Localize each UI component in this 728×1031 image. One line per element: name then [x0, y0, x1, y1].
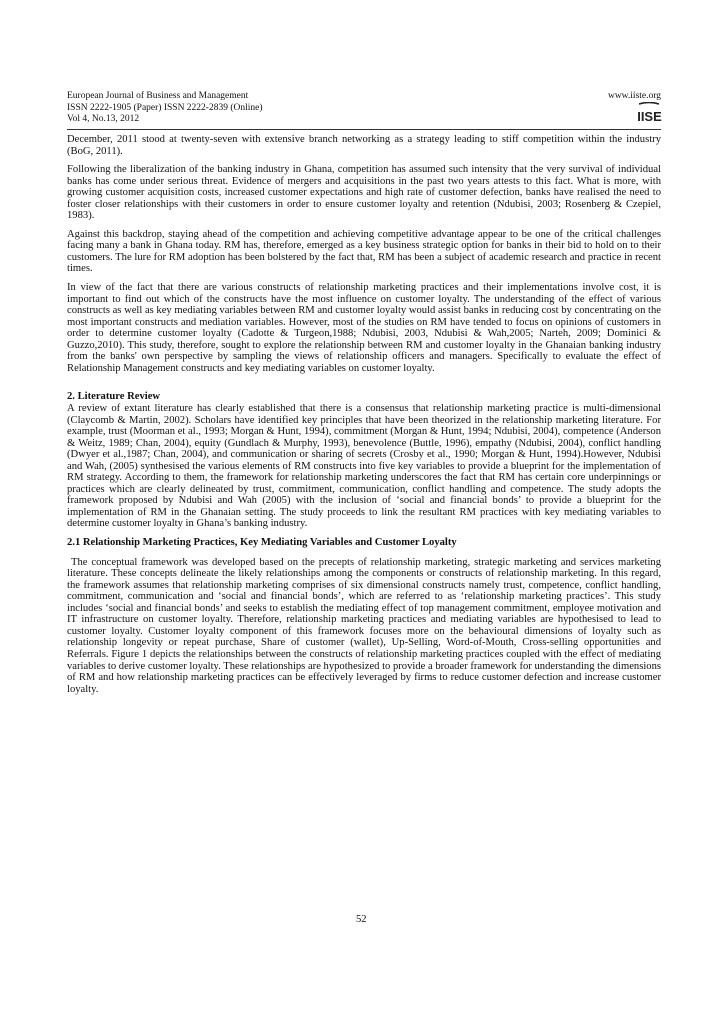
volume-line: Vol 4, No.13, 2012 [67, 114, 140, 125]
paragraph-3: Against this backdrop, staying ahead of the competition and achieving competitive advantage appear to be one of the critical challenges facing many a bank in Ghana today. RM has, therefore, emerged as a key business strategic option for banks in their bid to hold on to their customers. The lure for RM adoption has been bolstered by the fact that, RM has been a subject of academic research and practice in recent times. [67, 228, 661, 275]
section-2-heading: 2. Literature Review [67, 391, 161, 403]
section-2-1-text: The conceptual framework was developed based on the precepts of relationship marketing, strategic marketing and services marketing literature. These concepts delineate the likely relationships among the components or constructs of relationship marketing. In this regard, the framework assumes that relationship marketing comprises of six dimensional constructs namely trust, competence, conflict handling, commitment, communication and ‘social and financial bonds’, which are referred to as ‘relationship marketing practices’. This study includes ‘social and financial bonds’ and seeks to establish the mediating effect of top management commitment, employee motivation and IT infrastructure on customer loyalty. Therefore, relationship marketing practices and mediating variables are hypothesised to lead to customer loyalty. Customer loyalty component of this framework focuses more on the behavioural dimensions of loyalty such as relationship longevity or repeat purchase, Share of customer (wallet), Up-Selling, Word-of-Mouth, Cross-selling opportunities and Referrals. Figure 1 depicts the relationships between the constructs of relationship marketing practices coupled with the effect of mediating variables to derive customer loyalty. These relationships are hypothesized to provide a broader framework for understanding the dimensions of RM and how relationship marketing practices can be effectively leveraged by firms to reduce customer defection and increase customer loyalty. [67, 556, 661, 695]
journal-url: www.iiste.org [607, 91, 661, 101]
page-number: 52 [356, 914, 367, 925]
header-rule [67, 129, 661, 130]
logo-text: IISE [637, 109, 662, 123]
paragraph-1: December, 2011 stood at twenty-seven with extensive branch networking as a strategy leading to stiff competition within the industry (BoG, 2011). [67, 134, 661, 157]
paragraph-2: Following the liberalization of the banking industry in Ghana, competition has assumed such intensity that the very survival of individual banks has come under serious threat. Evidence of mergers and acquisitions in the past two years attests to this fact. What is more, with growing customer acquisition costs, increased customer expectations and high rate of customer defection, banks have realised the need to foster closer relationships with their customers in order to ensure customer loyalty and retention (Ndubisi, 2003; Rosenberg & Czepiel, 1983). [67, 164, 661, 222]
section-2-1-heading: 2.1 Relationship Marketing Practices, Key Mediating Variables and Customer Loyalty [67, 537, 457, 548]
journal-name: European Journal of Business and Management [67, 91, 249, 101]
iiste-logo [637, 102, 662, 123]
section-2-text: A review of extant literature has clearly established that there is a consensus that relationship marketing practice is multi-dimensional (Claycomb & Martin, 2002). Scholars have identified key principles that have been theorized in the relationship marketing literature. For example, trust (Moorman et al., 1993; Morgan & Hunt, 1994), commitment (Morgan & Hunt, 1994; Ndubisi, 2004), competence (Anderson & Weitz, 1989; Chan, 2004), equity (Gundlach & Murphy, 1993), benevolence (Buttle, 1996), empathy (Ndubisi, 2004), conflict handling (Dwyer et al.,1987; Chan, 2004), and communication or sharing of secrets (Crosby et al., 1990; Morgan & Hunt, 1994).However, Ndubisi and Wah, (2005) synthesised the various elements of RM constructs into five key variables to provide a blueprint for the implementation of RM strategy. According to them, the framework for relationship marketing underscores the fact that RM has certain core underpinnings or practices which are clearly delineated by trust, commitment, communication, conflict handling and competence. The study adopts the framework proposed by Ndubisi and Wah (2005) with the inclusion of ‘social and financial bonds’ to provide a blueprint for the implementation of RM in the Ghanaian setting. The study proceeds to link the resultant RM practices with key mediating variables to determine customer loyalty in Ghana’s banking industry. [67, 402, 661, 530]
issn-line: ISSN 2222-1905 (Paper) ISSN 2222-2839 (Online) [67, 102, 263, 113]
article-body [67, 134, 661, 702]
running-header [67, 91, 661, 126]
paragraph-4: In view of the fact that there are various constructs of relationship marketing practices and their implementations involve cost, it is important to find out which of the constructs have the most influence on customer loyalty. The understanding of the effect of various constructs as well as key mediating variables between RM and customer loyalty would assist banks in reducing cost by concentrating on the most important constructs and mediation variables. However, most of the studies on RM have tended to focus on opinions of customers in order to determine customer loyalty (Cadotte & Turgeon,1988; Ndubisi, 2003, Ndubisi & Wah,2005; Narteh, 2009; Dominici & Guzzo,2010). This study, therefore, sought to explore the relationship between RM and customer loyalty in the Ghanaian banking industry from the banks' own perspective by sampling the views of relationship officers and managers. Specifically to evaluate the effect of Relationship Management constructs and key mediating variables on customer loyalty. [67, 282, 661, 374]
